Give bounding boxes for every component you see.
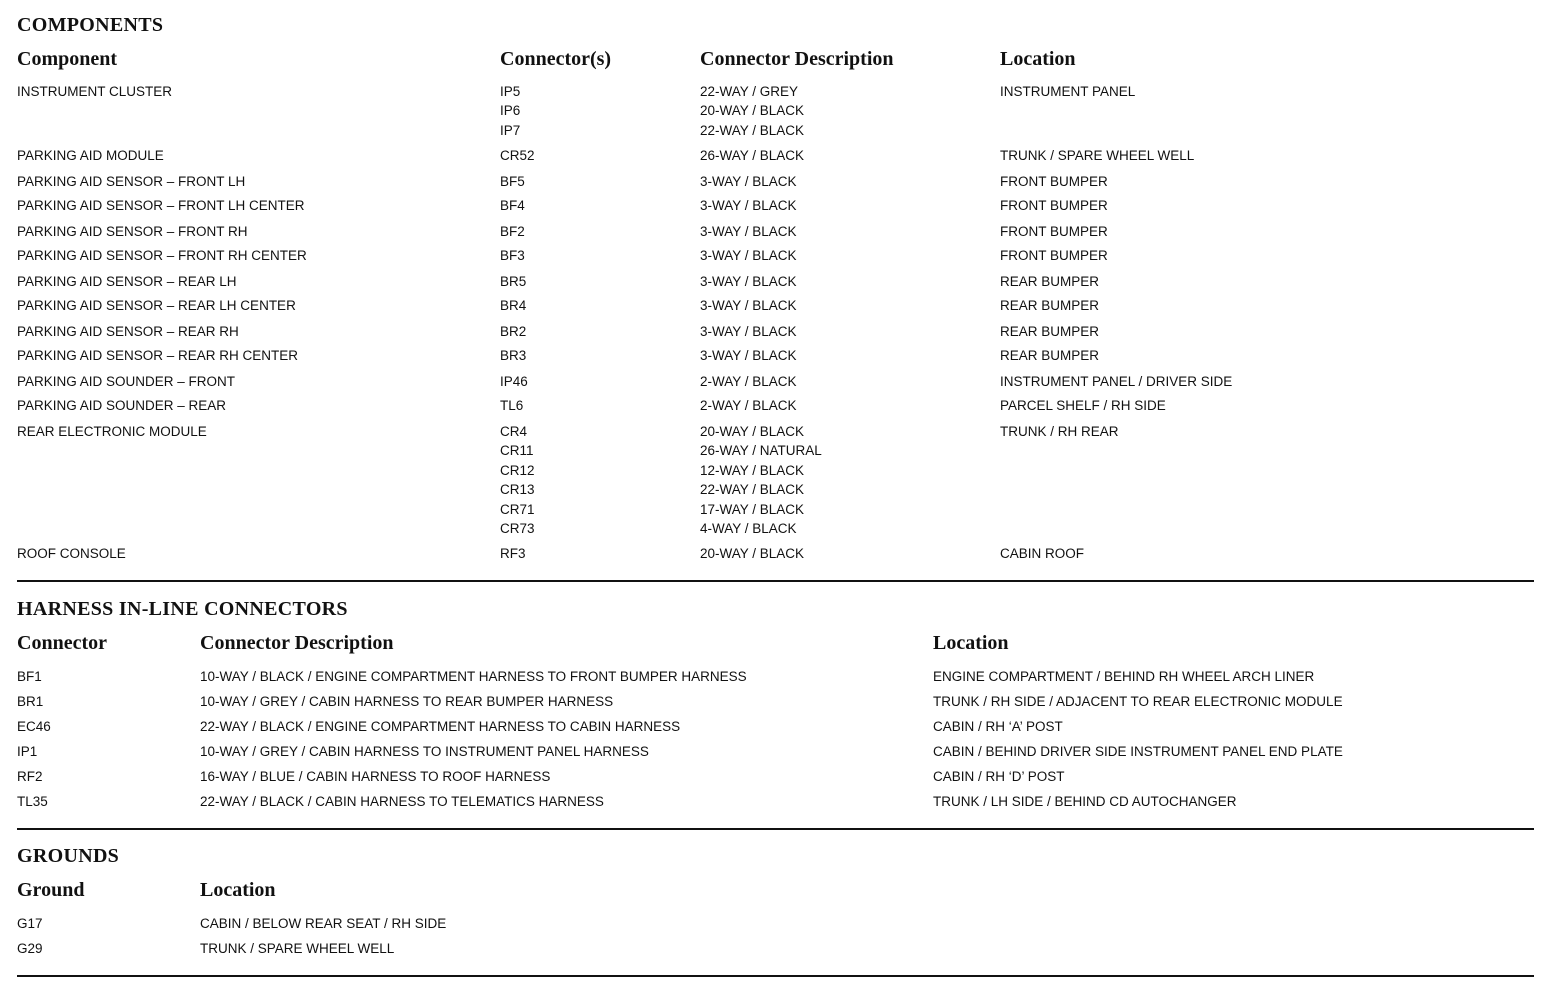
connector-description: 3-WAY / BLACK <box>700 174 797 189</box>
components-header-component: Component <box>17 48 118 70</box>
connector-description: 3-WAY / BLACK <box>700 248 797 263</box>
harness-connector-id: RF2 <box>17 769 43 784</box>
component-location: FRONT BUMPER <box>1000 248 1108 263</box>
harness-header-description: Connector Description <box>200 632 394 654</box>
harness-connector-id: IP1 <box>17 744 38 759</box>
connector-description: 4-WAY / BLACK <box>700 521 797 536</box>
connector-description: 26-WAY / BLACK <box>700 148 805 163</box>
connector-description: 3-WAY / BLACK <box>700 274 797 289</box>
connector-id: BR2 <box>500 324 527 339</box>
section-divider <box>17 828 1534 830</box>
connector-id: CR73 <box>500 521 535 536</box>
harness-connector-description: 22-WAY / BLACK / ENGINE COMPARTMENT HARNESS TO CABIN HARNESS <box>200 719 681 734</box>
grounds-header-location: Location <box>200 879 276 901</box>
component-location: TRUNK / RH REAR <box>1000 424 1119 439</box>
connector-description: 20-WAY / BLACK <box>700 103 805 119</box>
connector-id: CR11 <box>500 443 534 459</box>
component-name: INSTRUMENT CLUSTER <box>17 84 173 99</box>
connector-description: 3-WAY / BLACK <box>700 298 797 313</box>
connector-description: 3-WAY / BLACK <box>700 224 797 239</box>
connector-description: 22-WAY / BLACK <box>700 482 805 498</box>
connector-description: 3-WAY / BLACK <box>700 324 797 339</box>
ground-id: G17 <box>17 916 43 931</box>
connector-description: 2-WAY / BLACK <box>700 374 797 389</box>
component-location: PARCEL SHELF / RH SIDE <box>1000 398 1166 413</box>
component-name: PARKING AID MODULE <box>17 148 164 163</box>
connector-id: CR4 <box>500 424 528 439</box>
harness-header-connector: Connector <box>17 632 107 654</box>
connector-description: 26-WAY / NATURAL <box>700 443 822 459</box>
connector-id: BF3 <box>500 248 525 263</box>
harness-connector-location: ENGINE COMPARTMENT / BEHIND RH WHEEL ARCH LINER <box>933 669 1315 684</box>
components-header-connectors: Connector(s) <box>500 48 612 70</box>
connector-id: BF5 <box>500 174 525 189</box>
connector-description: 17-WAY / BLACK <box>700 501 805 517</box>
harness-connector-location: CABIN / RH ‘D’ POST <box>933 769 1065 784</box>
connector-id: IP7 <box>500 122 521 138</box>
connector-id: TL6 <box>500 398 524 413</box>
connector-id: BR3 <box>500 348 527 363</box>
section-divider <box>17 975 1534 977</box>
harness-connector-location: CABIN / BEHIND DRIVER SIDE INSTRUMENT PANEL END PLATE <box>933 744 1343 759</box>
connector-id: CR52 <box>500 148 535 163</box>
grounds-section-title: GROUNDS <box>17 845 120 867</box>
component-name: PARKING AID SENSOR – FRONT LH <box>17 174 246 189</box>
ground-location: CABIN / BELOW REAR SEAT / RH SIDE <box>200 916 447 931</box>
connector-description: 12-WAY / BLACK <box>700 462 805 478</box>
connector-description: 2-WAY / BLACK <box>700 398 797 413</box>
connector-id: BR4 <box>500 298 527 313</box>
connector-id: IP6 <box>500 103 521 119</box>
harness-connector-id: EC46 <box>17 719 51 734</box>
connector-description: 20-WAY / BLACK <box>700 546 805 561</box>
component-location: FRONT BUMPER <box>1000 174 1108 189</box>
component-name: ROOF CONSOLE <box>17 546 126 561</box>
harness-connector-description: 10-WAY / GREY / CABIN HARNESS TO INSTRUMENT PANEL HARNESS <box>200 744 649 759</box>
connector-id: CR12 <box>500 462 535 478</box>
harness-connector-id: TL35 <box>17 794 48 809</box>
harness-connector-description: 16-WAY / BLUE / CABIN HARNESS TO ROOF HARNESS <box>200 769 551 784</box>
component-name: PARKING AID SOUNDER – REAR <box>17 398 227 413</box>
connector-id: BF4 <box>500 198 525 213</box>
component-location: FRONT BUMPER <box>1000 224 1108 239</box>
component-name: PARKING AID SENSOR – REAR RH <box>17 324 239 339</box>
components-header-description: Connector Description <box>700 48 894 70</box>
harness-connector-location: TRUNK / LH SIDE / BEHIND CD AUTOCHANGER <box>933 794 1237 809</box>
component-location: CABIN ROOF <box>1000 546 1085 561</box>
component-location: INSTRUMENT PANEL / DRIVER SIDE <box>1000 374 1233 389</box>
harness-connector-description: 10-WAY / GREY / CABIN HARNESS TO REAR BUMPER HARNESS <box>200 694 614 709</box>
connector-id: RF3 <box>500 546 526 561</box>
section-divider <box>17 580 1534 582</box>
components-header-location: Location <box>1000 48 1076 70</box>
component-location: REAR BUMPER <box>1000 274 1100 289</box>
component-name: PARKING AID SENSOR – REAR RH CENTER <box>17 348 299 363</box>
component-name: REAR ELECTRONIC MODULE <box>17 424 207 439</box>
connector-id: CR71 <box>500 501 535 517</box>
component-location: FRONT BUMPER <box>1000 198 1108 213</box>
component-name: PARKING AID SOUNDER – FRONT <box>17 374 236 389</box>
component-name: PARKING AID SENSOR – FRONT RH <box>17 224 248 239</box>
component-location: REAR BUMPER <box>1000 348 1100 363</box>
connector-id: BR5 <box>500 274 527 289</box>
component-location: INSTRUMENT PANEL <box>1000 84 1136 99</box>
component-location: REAR BUMPER <box>1000 324 1100 339</box>
component-name: PARKING AID SENSOR – REAR LH CENTER <box>17 298 296 313</box>
grounds-header-ground: Ground <box>17 879 85 901</box>
connector-description: 22-WAY / BLACK <box>700 122 805 138</box>
connector-id: IP46 <box>500 374 528 389</box>
connector-description: 22-WAY / GREY <box>700 84 799 99</box>
harness-connector-id: BF1 <box>17 669 42 684</box>
components-section-title: COMPONENTS <box>17 14 164 36</box>
connector-description: 3-WAY / BLACK <box>700 198 797 213</box>
component-location: TRUNK / SPARE WHEEL WELL <box>1000 148 1195 163</box>
ground-location: TRUNK / SPARE WHEEL WELL <box>200 941 395 956</box>
ground-id: G29 <box>17 941 43 956</box>
harness-header-location: Location <box>933 632 1009 654</box>
component-name: PARKING AID SENSOR – FRONT RH CENTER <box>17 248 307 263</box>
harness-connector-location: TRUNK / RH SIDE / ADJACENT TO REAR ELECTRONIC MODULE <box>933 694 1343 709</box>
connector-description: 3-WAY / BLACK <box>700 348 797 363</box>
component-location: REAR BUMPER <box>1000 298 1100 313</box>
connector-description: 20-WAY / BLACK <box>700 424 805 439</box>
component-name: PARKING AID SENSOR – FRONT LH CENTER <box>17 198 305 213</box>
component-name: PARKING AID SENSOR – REAR LH <box>17 274 237 289</box>
connector-id: CR13 <box>500 482 535 498</box>
connector-id: BF2 <box>500 224 525 239</box>
harness-section-title: HARNESS IN-LINE CONNECTORS <box>17 598 348 620</box>
harness-connector-description: 10-WAY / BLACK / ENGINE COMPARTMENT HARNESS TO FRONT BUMPER HARNESS <box>200 669 747 684</box>
connector-id: IP5 <box>500 84 521 99</box>
harness-connector-description: 22-WAY / BLACK / CABIN HARNESS TO TELEMATICS HARNESS <box>200 794 604 809</box>
harness-connector-location: CABIN / RH ‘A’ POST <box>933 719 1063 734</box>
harness-connector-id: BR1 <box>17 694 44 709</box>
